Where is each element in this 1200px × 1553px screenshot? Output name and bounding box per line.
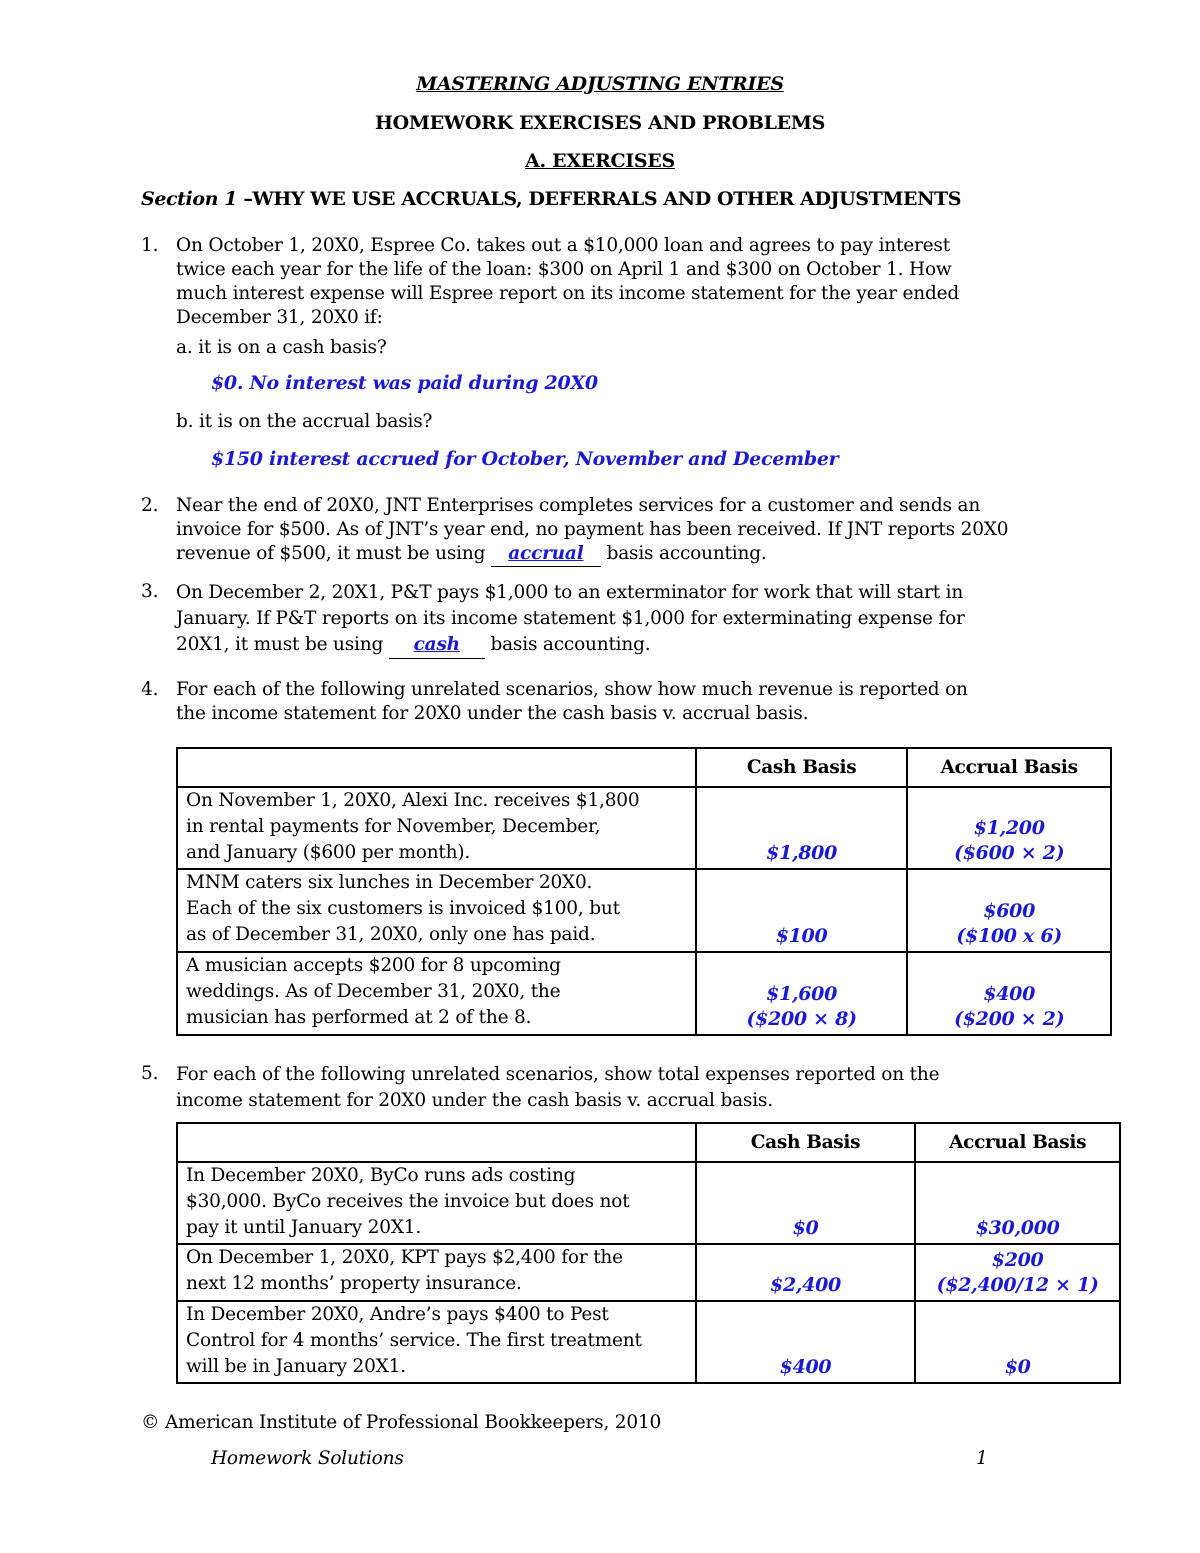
value-line: $400 — [983, 983, 1036, 1005]
q2-text — [176, 494, 1008, 567]
q2-line — [176, 542, 1008, 567]
q1-line: On October 1, 20X0, Espree Co. takes out a $10,000 loan and agrees to pay interest — [176, 235, 950, 256]
copyright-notice: © American Institute of Professional Bookkeepers, 2010 — [141, 1412, 662, 1433]
value-line: $600 — [983, 900, 1036, 922]
part-heading: A. EXERCISES — [525, 150, 675, 172]
value-line: $1,200 — [973, 817, 1045, 839]
q5-line: income statement for 20X0 under the cash basis v. accrual basis. — [176, 1090, 773, 1111]
q1-number: 1. — [141, 235, 159, 256]
q2-line-post: basis accounting. — [600, 543, 767, 564]
scenario-line: In December 20X0, ByCo runs ads costing — [186, 1165, 576, 1186]
scenario-line: musician has performed at 2 of the 8. — [186, 1007, 532, 1028]
scenario-line: A musician accepts $200 for 8 upcoming — [186, 955, 561, 976]
q2-number: 2. — [141, 495, 159, 516]
q3-answer-blank — [389, 632, 485, 659]
scenario-description — [177, 869, 696, 952]
value-line: $2,400 — [770, 1274, 841, 1296]
accrual-basis-value — [907, 787, 1111, 869]
value-line: $200 — [991, 1249, 1044, 1271]
q4-line: For each of the following unrelated scenarios, show how much revenue is reported on — [176, 679, 968, 700]
column-header-accrual: Accrual Basis — [907, 748, 1111, 787]
table-row — [177, 1301, 1120, 1383]
section-lead: Section 1 — [141, 188, 238, 210]
section-heading — [141, 188, 961, 210]
table-row — [177, 869, 1111, 952]
q5-expense-table — [176, 1122, 1121, 1384]
cash-basis-value — [696, 1301, 916, 1383]
value-line: $400 — [779, 1356, 832, 1378]
accrual-basis-value — [915, 1162, 1120, 1244]
q2-line: invoice for $500. As of JNT’s year end, no payment has been received. If JNT reports 20X0 — [176, 519, 1009, 540]
document-title: MASTERING ADJUSTING ENTRIES — [416, 73, 784, 95]
value-calc: ($600 × 2) — [954, 842, 1065, 864]
value-line: $0 — [792, 1217, 819, 1239]
scenario-description — [177, 787, 696, 869]
accrual-basis-value — [915, 1301, 1120, 1383]
accrual-basis-value — [915, 1244, 1120, 1301]
value-line: $0 — [1004, 1356, 1031, 1378]
table-row — [177, 952, 1111, 1035]
table-row — [177, 1162, 1120, 1244]
q3-text — [176, 580, 965, 659]
scenario-line: Each of the six customers is invoiced $100, but — [186, 898, 620, 919]
q1a-question: a. it is on a cash basis? — [176, 337, 387, 358]
q2-line: Near the end of 20X0, JNT Enterprises completes services for a customer and sends an — [176, 495, 981, 516]
q5-line: For each of the following unrelated scenarios, show total expenses reported on the — [176, 1064, 940, 1085]
value-line: $30,000 — [975, 1217, 1060, 1239]
q1b-question: b. it is on the accrual basis? — [176, 411, 433, 432]
scenario-line: in rental payments for November, December, — [186, 816, 601, 837]
accrual-basis-value — [907, 952, 1111, 1035]
q5-number: 5. — [141, 1063, 159, 1084]
table-header-row — [177, 1123, 1120, 1162]
q3-line: On December 2, 20X1, P&T pays $1,000 to an exterminator for work that will start in — [176, 582, 964, 603]
scenario-line: MNM caters six lunches in December 20X0. — [186, 872, 593, 893]
scenario-line: as of December 31, 20X0, only one has paid. — [186, 924, 596, 945]
section-title: –WHY WE USE ACCRUALS, DEFERRALS AND OTHER ADJUSTMENTS — [237, 188, 962, 210]
scenario-description — [177, 1162, 696, 1244]
q1b-answer: $150 interest accrued for October, November and December — [211, 448, 839, 470]
q4-text — [176, 678, 968, 726]
scenario-line: weddings. As of December 31, 20X0, the — [186, 981, 561, 1002]
q1-line: December 31, 20X0 if: — [176, 307, 383, 328]
q2-answer-blank — [491, 542, 601, 567]
q2-answer: accrual — [508, 543, 584, 564]
q3-line-post: basis accounting. — [484, 634, 651, 655]
q2-line-pre: revenue of $500, it must be using — [176, 543, 491, 564]
scenario-description — [177, 952, 696, 1035]
cash-basis-value — [696, 952, 908, 1035]
scenario-line: In December 20X0, Andre’s pays $400 to Pest — [186, 1304, 609, 1325]
cash-basis-value — [696, 869, 908, 952]
value-line: $1,800 — [766, 842, 838, 864]
footer-label: Homework Solutions — [211, 1448, 404, 1469]
q3-answer: cash — [413, 634, 460, 655]
q4-number: 4. — [141, 679, 159, 700]
scenario-line: Control for 4 months’ service. The first treatment — [186, 1330, 642, 1351]
table-row — [177, 787, 1111, 869]
scenario-description — [177, 1244, 696, 1301]
q5-text — [176, 1062, 939, 1114]
table-row — [177, 1244, 1120, 1301]
page-number: 1 — [976, 1448, 988, 1469]
scenario-line: will be in January 20X1. — [186, 1356, 406, 1377]
q3-number: 3. — [141, 581, 159, 602]
scenario-line: On December 1, 20X0, KPT pays $2,400 for the — [186, 1247, 623, 1268]
q1a-answer: $0. No interest was paid during 20X0 — [211, 372, 598, 394]
q3-line — [176, 632, 965, 659]
q1-line: twice each year for the life of the loan: $300 on April 1 and $300 on October 1. How — [176, 259, 952, 280]
q4-revenue-table — [176, 747, 1112, 1036]
accrual-basis-value — [907, 869, 1111, 952]
cash-basis-value — [696, 787, 908, 869]
value-calc: ($100 x 6) — [956, 925, 1062, 947]
value-line: $1,600 — [766, 983, 838, 1005]
scenario-line: and January ($600 per month). — [186, 842, 471, 863]
scenario-line: On November 1, 20X0, Alexi Inc. receives $1,800 — [186, 790, 640, 811]
cash-basis-value — [696, 1162, 916, 1244]
q3-line-pre: 20X1, it must be using — [176, 634, 389, 655]
table-header-blank — [177, 1123, 696, 1162]
table-header-row — [177, 748, 1111, 787]
column-header-cash: Cash Basis — [696, 1123, 916, 1162]
q1-line: much interest expense will Espree report on its income statement for the year ended — [176, 283, 960, 304]
q3-line: January. If P&T reports on its income statement $1,000 for exterminating expense for — [176, 608, 965, 629]
value-line: $100 — [775, 925, 828, 947]
scenario-line: next 12 months’ property insurance. — [186, 1273, 522, 1294]
document-subtitle: HOMEWORK EXERCISES AND PROBLEMS — [374, 112, 826, 134]
scenario-description — [177, 1301, 696, 1383]
scenario-line: pay it until January 20X1. — [186, 1217, 422, 1238]
value-calc: ($200 × 8) — [746, 1008, 857, 1030]
column-header-cash: Cash Basis — [696, 748, 908, 787]
table-header-blank — [177, 748, 696, 787]
column-header-accrual: Accrual Basis — [915, 1123, 1120, 1162]
value-calc: ($2,400/12 × 1) — [936, 1274, 1099, 1296]
q1-text — [176, 234, 959, 330]
scenario-line: $30,000. ByCo receives the invoice but does not — [186, 1191, 630, 1212]
cash-basis-value — [696, 1244, 916, 1301]
q4-line: the income statement for 20X0 under the cash basis v. accrual basis. — [176, 703, 809, 724]
value-calc: ($200 × 2) — [954, 1008, 1065, 1030]
